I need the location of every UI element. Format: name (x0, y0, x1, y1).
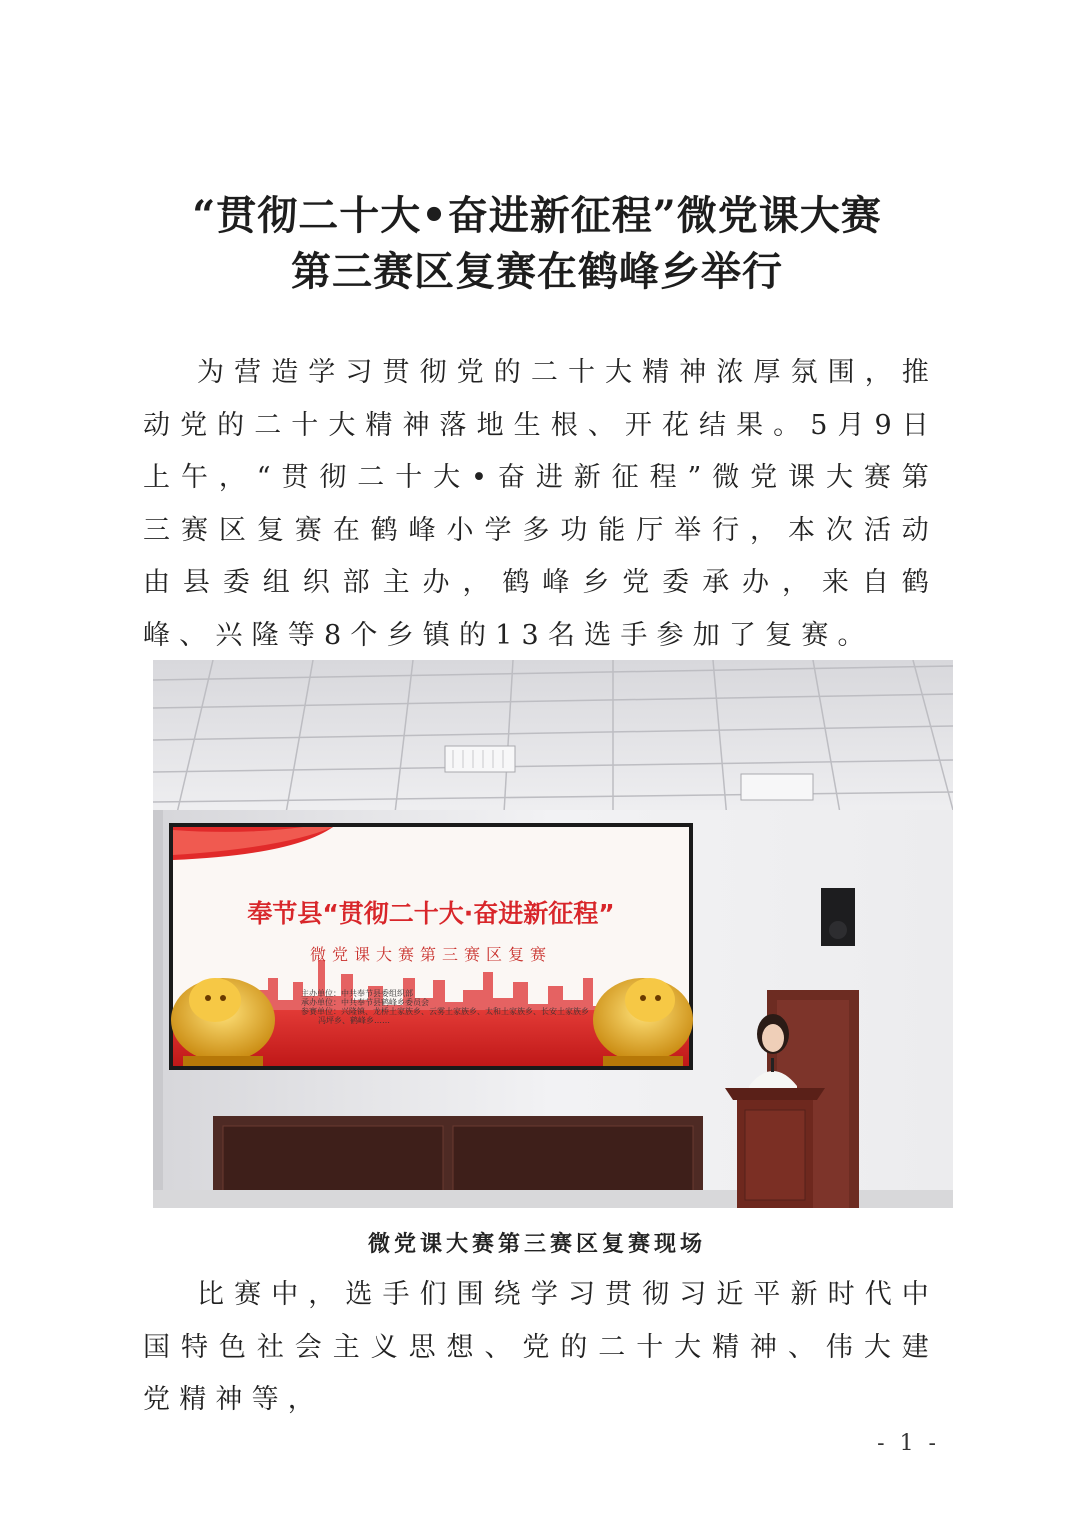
screen-organizer: 承办单位：中共奉节县鹤峰乡委员会 (301, 998, 429, 1007)
body-paragraph-2 (143, 1269, 938, 1427)
body-paragraph-1 (143, 347, 938, 662)
page-number: - 1 - (877, 1431, 940, 1456)
photo-caption: 微党课大赛第三赛区复赛现场 (367, 1232, 706, 1257)
screen-subtitle: 微党课大赛第三赛区复赛 (309, 945, 553, 964)
screen-host: 主办单位：中共奉节县委组织部 (301, 989, 413, 998)
screen-title: 奉节县“贯彻二十大·奋进新征程” (247, 899, 615, 928)
screen-participants-2: 冯坪乡、鹤峰乡…… (318, 1016, 390, 1025)
document-title-line2: 第三赛区复赛在鹤峰乡举行 (291, 248, 783, 295)
paragraph-text: 为营造学习贯彻党的二十大精神浓厚氛围，推动党的二十大精神落地生根、开花结果。5月9日上午，“贯彻二十大•奋进新征程”微党课大赛第三赛区复赛在鹤峰小学多功能厅举行，本次活动由县委组织部主办，鹤峰乡党委承办，来自鹤峰、兴隆等8个乡镇的13名选手参加了复赛。 (143, 357, 938, 651)
event-photo (153, 660, 953, 1208)
event-photo-illustration (153, 660, 953, 1208)
screen-participants-1: 参赛单位：兴隆镇、龙桥土家族乡、云雾土家族乡、太和土家族乡、长安土家族乡 (301, 1007, 589, 1016)
document-title-line1: “贯彻二十大•奋进新征程”微党课大赛 (192, 192, 882, 239)
paragraph-text: 比赛中，选手们围绕学习贯彻习近平新时代中国特色社会主义思想、党的二十大精神、伟大建党精神等， (143, 1279, 938, 1415)
